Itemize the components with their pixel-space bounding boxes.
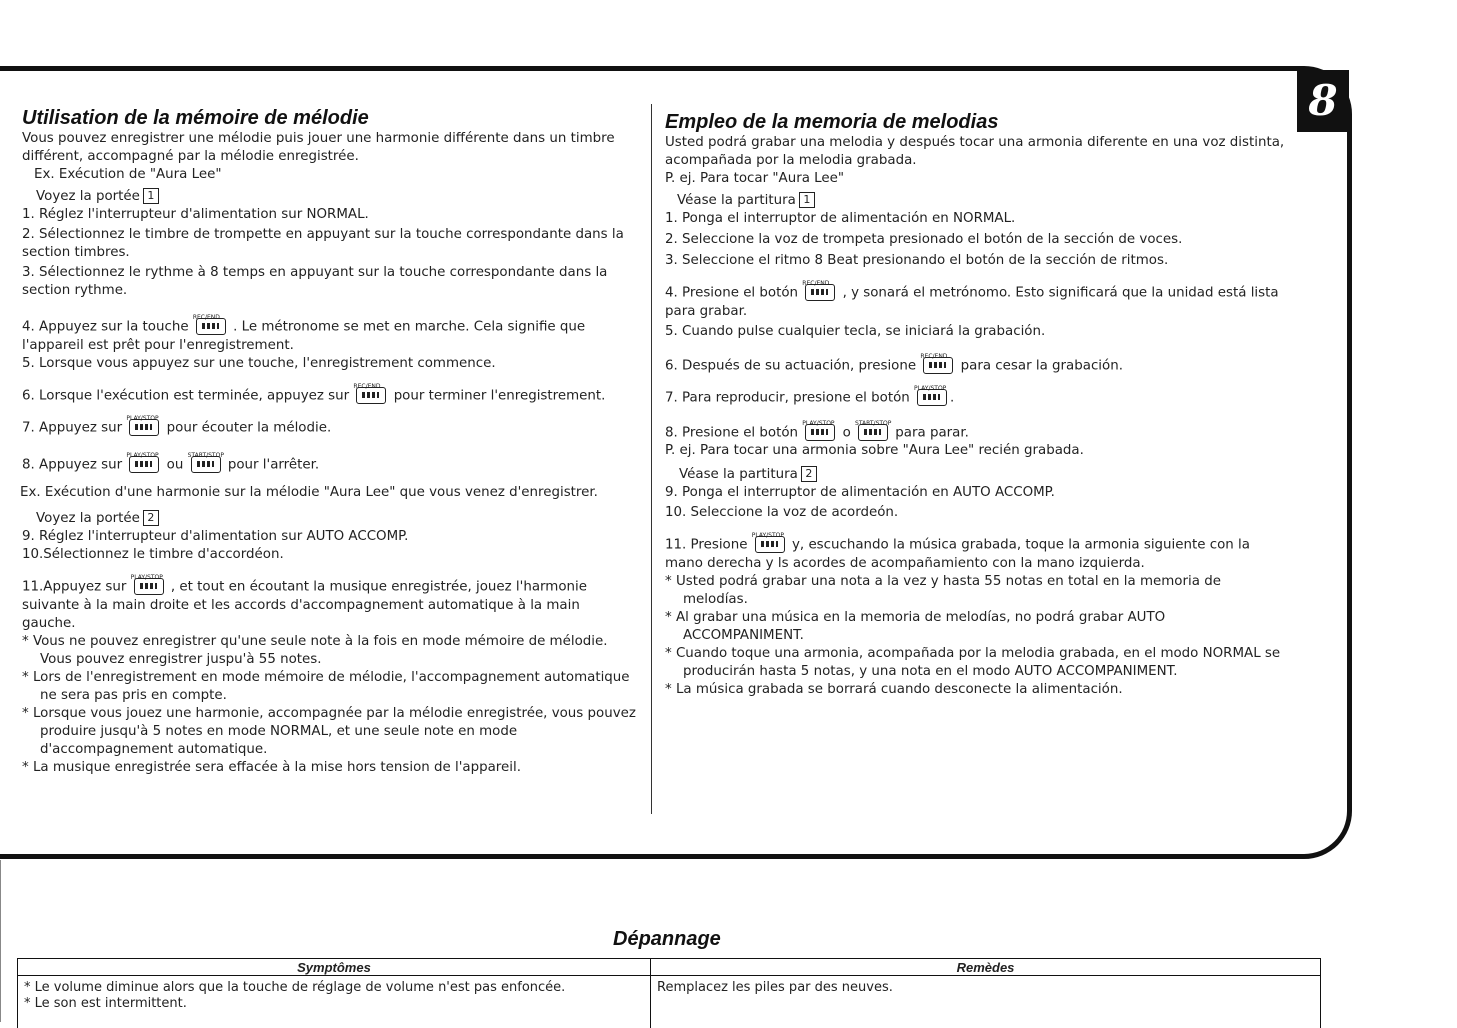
french-step4 <box>22 318 636 355</box>
french-example2: Ex. Exécution d'une harmonie sur la mélodie "Aura Lee" que vous venez d'enregistrer. <box>20 484 636 502</box>
french-step6-a: 6. Lorsque l'exécution est terminée, appuyez sur <box>22 388 349 403</box>
remedies-cell <box>651 976 1321 1028</box>
french-step9: 9. Réglez l'interrupteur d'alimentation sur AUTO ACCOMP. <box>22 528 636 546</box>
spanish-step6-b: para cesar la grabación. <box>961 358 1123 373</box>
rec-end-label: REC/END <box>920 348 947 366</box>
play-stop-label: PLAY/STOP <box>126 410 158 428</box>
rec-end-button <box>923 357 953 374</box>
spanish-step5: 5. Cuando pulse cualquier tecla, se iniciará la grabación. <box>665 323 1287 341</box>
spanish-example1: P. ej. Para tocar "Aura Lee" <box>665 170 1287 188</box>
spanish-step6 <box>665 357 1287 376</box>
french-step4-a: 4. Appuyez sur la touche <box>22 320 189 335</box>
start-stop-button <box>858 424 888 441</box>
play-stop-button <box>129 419 159 436</box>
play-stop-button <box>129 456 159 473</box>
french-step4-b: . Le métronome se met en marche. Cela signifie que l'appareil est prêt pour l'enregistrement. <box>22 320 585 353</box>
troubleshooting-title: Dépannage <box>613 928 721 951</box>
play-stop-button <box>805 424 835 441</box>
score-box-2: 2 <box>801 466 817 482</box>
start-stop-label: START/STOP <box>188 447 224 465</box>
play-stop-button <box>917 389 947 406</box>
spanish-section <box>665 110 1287 699</box>
french-section <box>22 106 636 777</box>
play-stop-label: PLAY/STOP <box>126 447 158 465</box>
spanish-step7-a: 7. Para reproducir, presione el botón <box>665 391 910 406</box>
play-stop-label: PLAY/STOP <box>914 380 946 398</box>
spanish-step1: 1. Ponga el interruptor de alimentación en NORMAL. <box>665 210 1287 228</box>
french-note4: * La musique enregistrée sera effacée à la mise hors tension de l'appareil. <box>22 759 636 777</box>
play-stop-label: PLAY/STOP <box>131 569 163 587</box>
spanish-note2: * Al grabar una música en la memoria de melodías, no podrá grabar AUTO ACCOMPANIMENT. <box>665 609 1287 645</box>
spanish-step8-or: o <box>843 425 851 440</box>
spanish-step2: 2. Seleccione la voz de trompeta presionado el botón de la sección de voces. <box>665 231 1287 249</box>
french-title: Utilisation de la mémoire de mélodie <box>22 106 636 130</box>
column-divider <box>651 104 652 814</box>
spanish-title: Empleo de la memoria de melodias <box>665 110 1287 134</box>
rec-end-label: REC/END <box>802 275 829 293</box>
french-step7 <box>22 419 636 438</box>
left-edge-line <box>0 860 1 1022</box>
spanish-step8-b: para parar. <box>895 425 969 440</box>
rec-end-button <box>356 387 386 404</box>
start-stop-button <box>191 456 221 473</box>
page-number: 8 <box>1297 70 1349 132</box>
spanish-note4: * La música grabada se borrará cuando desconecte la alimentación. <box>665 681 1287 699</box>
rec-end-label: REC/END <box>353 378 380 396</box>
french-score2 <box>22 510 636 528</box>
score-box-1: 1 <box>799 192 815 208</box>
french-step11 <box>22 578 636 633</box>
table-header-row <box>18 959 1321 976</box>
spanish-score2-label: Véase la partitura <box>679 467 798 482</box>
french-step8 <box>22 456 636 475</box>
table-row <box>18 976 1321 1028</box>
spanish-step4-a: 4. Presione el botón <box>665 286 798 301</box>
spanish-step10: 10. Seleccione la voz de acordeón. <box>665 504 1287 522</box>
spanish-note3: * Cuando toque una armonia, acompañada por la melodia grabada, en el modo NORMAL se producirán hasta 5 notas, y una nota en el modo AUTO ACCOMPANIMENT. <box>665 645 1287 681</box>
french-step11-a: 11.Appuyez sur <box>22 580 126 595</box>
french-step2: 2. Sélectionnez le timbre de trompette en appuyant sur la touche correspondante dans la section timbres. <box>22 226 636 262</box>
spanish-step7 <box>665 389 1287 408</box>
rec-end-button <box>196 318 226 335</box>
spanish-score1 <box>665 192 1287 210</box>
spanish-example2: P. ej. Para tocar una armonia sobre "Aura Lee" recién grabada. <box>665 442 1287 460</box>
play-stop-button <box>755 536 785 553</box>
french-step11-b: , et tout en écoutant la musique enregistrée, jouez l'harmonie suivante à la main droite et les accords d'accompagnement automatique à la main gauche. <box>22 580 587 631</box>
rec-end-label: REC/END <box>193 309 220 327</box>
spanish-intro: Usted podrá grabar una melodia y después tocar una armonia diferente en una voz distinta, acompañada por la melodia grabada. <box>665 134 1287 170</box>
french-step6 <box>22 387 636 406</box>
spanish-step8-a: 8. Presione el botón <box>665 425 798 440</box>
spanish-step4 <box>665 284 1287 321</box>
french-score1 <box>22 188 636 206</box>
spanish-step6-a: 6. Después de su actuación, presione <box>665 358 916 373</box>
french-step8-or: ou <box>167 457 184 472</box>
french-step8-a: 8. Appuyez sur <box>22 457 122 472</box>
spanish-step11-b: y, escuchando la música grabada, toque la armonia siguiente con la mano derecha y ls acordes de acompañamiento con la mano izquierda. <box>665 538 1250 571</box>
french-step7-b: pour écouter la mélodie. <box>167 421 332 436</box>
spanish-score1-label: Véase la partitura <box>677 193 796 208</box>
score-box-1: 1 <box>143 188 159 204</box>
french-intro: Vous pouvez enregistrer une mélodie puis jouer une harmonie différente dans un timbre différent, accompagné par la mélodie enregistrée. <box>22 130 636 166</box>
spanish-step9: 9. Ponga el interruptor de alimentación en AUTO ACCOMP. <box>665 484 1287 502</box>
french-score1-label: Voyez la portée <box>36 189 140 204</box>
spanish-step11 <box>665 536 1287 573</box>
spanish-step11-a: 11. Presione <box>665 538 747 553</box>
french-step7-a: 7. Appuyez sur <box>22 421 122 436</box>
french-note2: * Lors de l'enregistrement en mode mémoire de mélodie, l'accompagnement automatique ne sera pas pris en compte. <box>22 669 636 705</box>
play-stop-button <box>134 578 164 595</box>
spanish-note1: * Usted podrá grabar una nota a la vez y hasta 55 notas en total en la memoria de melodías. <box>665 573 1287 609</box>
symptom-1: * Le volume diminue alors que la touche de réglage de volume n'est pas enfoncée. <box>24 980 644 996</box>
french-step10: 10.Sélectionnez le timbre d'accordéon. <box>22 546 636 564</box>
french-note1: * Vous ne pouvez enregistrer qu'une seule note à la fois en mode mémoire de mélodie. Vous pouvez enregistrer juspu'à 55 notes. <box>22 633 636 669</box>
french-example1: Ex. Exécution de "Aura Lee" <box>22 166 636 184</box>
french-note3: * Lorsque vous jouez une harmonie, accompagnée par la mélodie enregistrée, vous pouvez produire jusqu'à 5 notes en mode NORMAL, et une seule note en mode d'accompagnement automatique. <box>22 705 636 759</box>
score-box-2: 2 <box>143 510 159 526</box>
spanish-step8 <box>665 424 1287 443</box>
troubleshooting-table <box>17 958 1321 1028</box>
remedies-header: Remèdes <box>651 959 1321 976</box>
start-stop-label: START/STOP <box>855 415 891 433</box>
french-score2-label: Voyez la portée <box>36 511 140 526</box>
spanish-step4-b: , y sonará el metrónomo. Esto significará que la unidad está lista para grabar. <box>665 286 1279 319</box>
symptoms-header: Symptômes <box>18 959 651 976</box>
spanish-step7-b: . <box>950 391 954 406</box>
play-stop-label: PLAY/STOP <box>752 527 784 545</box>
french-step3: 3. Sélectionnez le rythme à 8 temps en appuyant sur la touche correspondante dans la section rythme. <box>22 264 636 300</box>
rec-end-button <box>805 284 835 301</box>
play-stop-label: PLAY/STOP <box>802 415 834 433</box>
french-step1: 1. Réglez l'interrupteur d'alimentation sur NORMAL. <box>22 206 636 224</box>
french-step6-b: pour terminer l'enregistrement. <box>394 388 606 403</box>
remedy-1: Remplacez les piles par des neuves. <box>657 980 1314 996</box>
spanish-step3: 3. Seleccione el ritmo 8 Beat presionando el botón de la sección de ritmos. <box>665 252 1287 270</box>
french-step5: 5. Lorsque vous appuyez sur une touche, l'enregistrement commence. <box>22 355 636 373</box>
symptom-2: * Le son est intermittent. <box>24 996 644 1012</box>
symptoms-cell <box>18 976 651 1028</box>
spanish-score2 <box>665 466 1287 484</box>
french-step8-b: pour l'arrêter. <box>228 457 319 472</box>
